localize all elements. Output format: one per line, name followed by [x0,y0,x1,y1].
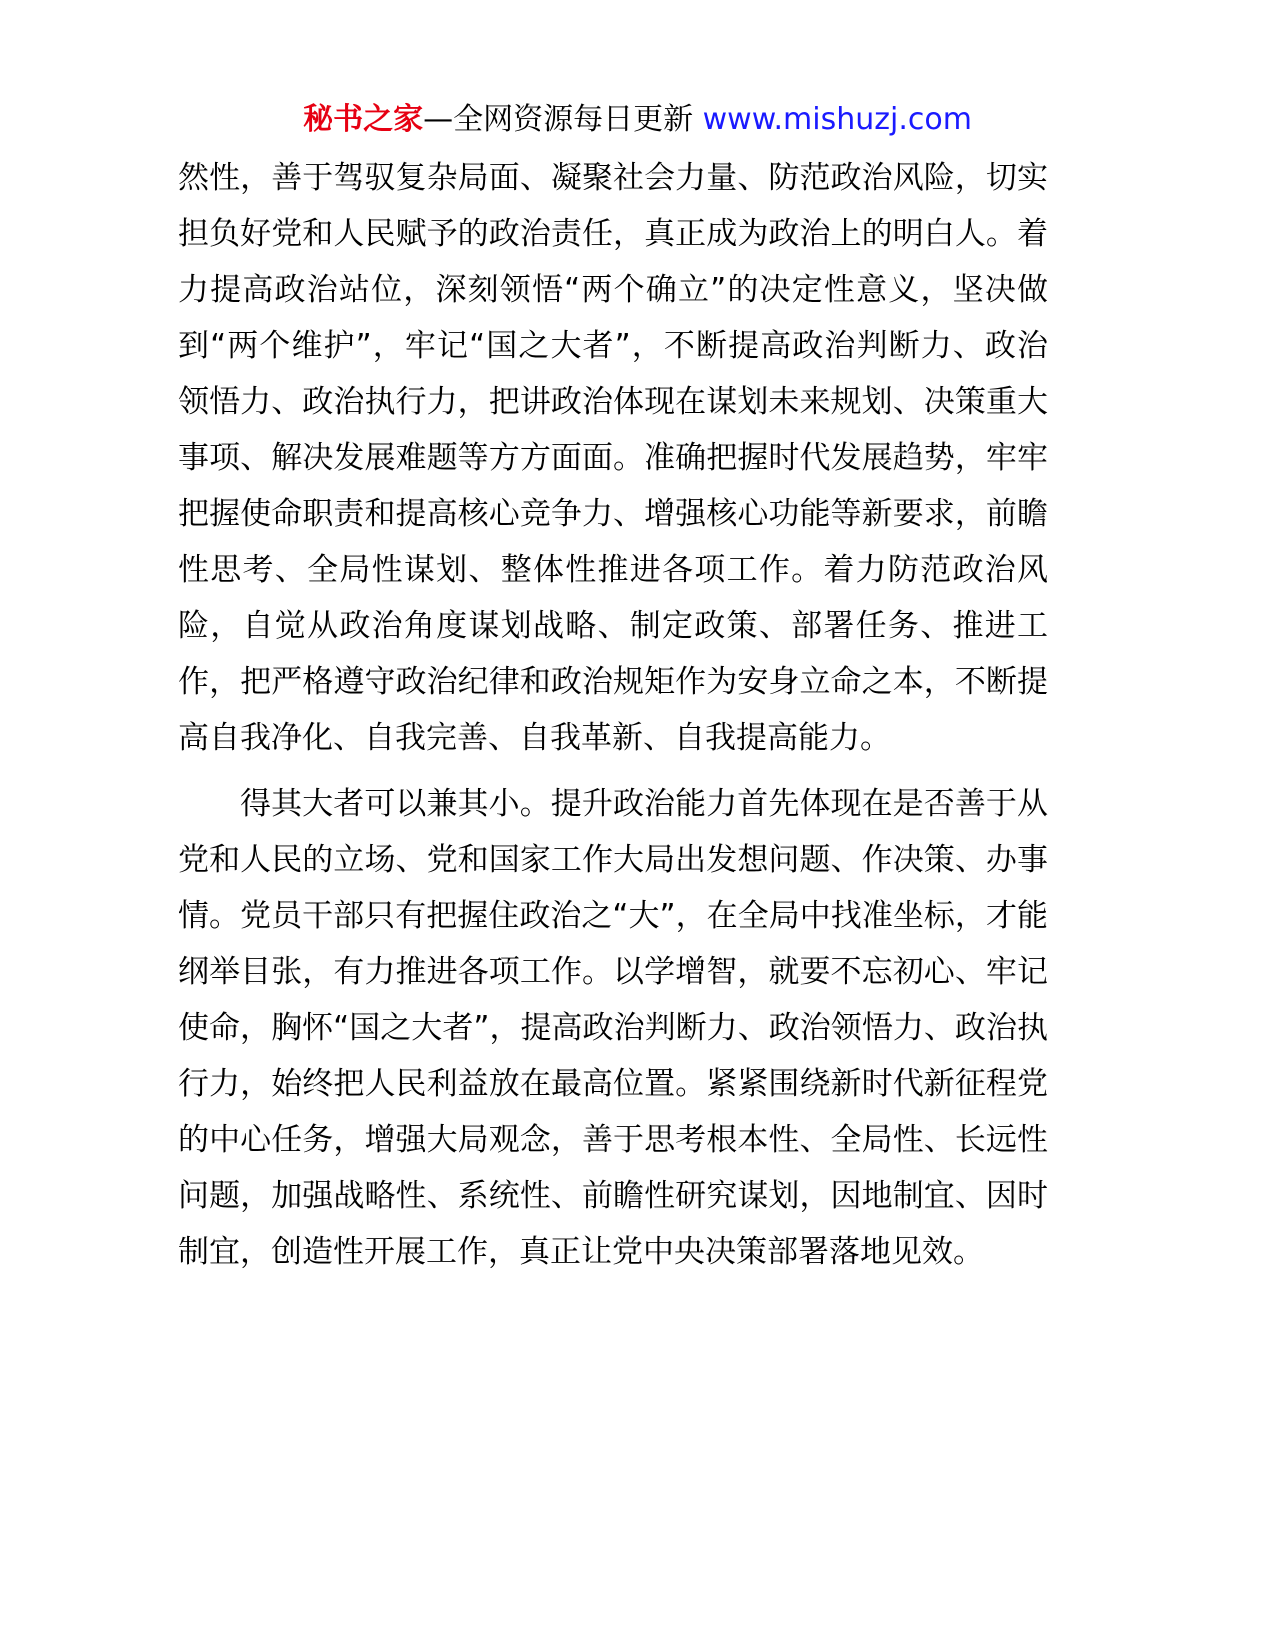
site-tagline: —全网资源每日更新 [423,102,703,137]
watermark-header [0,100,1275,140]
paragraph-continued: 然性，善于驾驭复杂局面、凝聚社会力量、防范政治风险，切实担负好党和人民赋予的政治责任，真正成为政治上的明白人。着力提高政治站位，深刻领悟“两个确立”的决定性意义，坚决做到“两个维护”，牢记“国之大者”，不断提高政治判断力、政治领悟力、政治执行力，把讲政治体现在谋划未来规划、决策重大事项、解决发展难题等方方面面。准确把握时代发展趋势，牢牢把握使命职责和提高核心竞争力、增强核心功能等新要求，前瞻性思考、全局性谋划、整体性推进各项工作。着力防范政治风险，自觉从政治角度谋划战略、制定政策、部署任务、推进工作，把严格遵守政治纪律和政治规矩作为安身立命之本，不断提高自我净化、自我完善、自我革新、自我提高能力。 [178,160,1048,756]
document-body [178,150,1048,1280]
site-brand: 秘书之家 [303,102,424,137]
site-url: www.mishuzj.com [702,102,972,137]
paragraph: 得其大者可以兼其小。提升政治能力首先体现在是否善于从党和人民的立场、党和国家工作大局出发想问题、作决策、办事情。党员干部只有把握住政治之“大”，在全局中找准坐标，才能纲举目张，有力推进各项工作。以学增智，就要不忘初心、牢记使命，胸怀“国之大者”，提高政治判断力、政治领悟力、政治执行力，始终把人民利益放在最高位置。紧紧围绕新时代新征程党的中心任务，增强大局观念，善于思考根本性、全局性、长远性问题，加强战略性、系统性、前瞻性研究谋划，因地制宜、因时制宜，创造性开展工作，真正让党中央决策部署落地见效。 [178,786,1048,1270]
